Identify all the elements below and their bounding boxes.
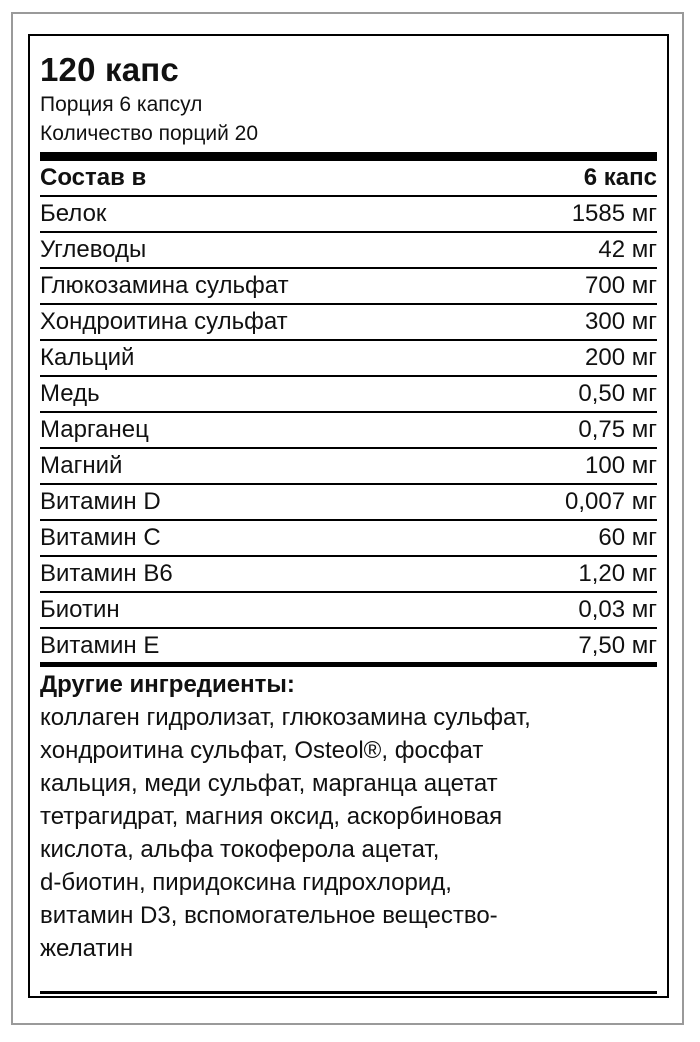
servings-per-container-line: Количество порций 20 [40, 122, 259, 145]
other-ingredients-line: тетрагидрат, магния оксид, аскорбиновая [40, 803, 503, 830]
ingredient-name: Марганец [40, 416, 149, 443]
other-ingredients-heading: Другие ингредиенты: [40, 671, 295, 698]
ingredient-name: Магний [40, 452, 123, 479]
ingredient-name: Глюкозамина сульфат [40, 272, 289, 299]
table-row [40, 557, 657, 593]
ingredient-amount: 1,20 мг [578, 560, 657, 587]
serving-size-line: Порция 6 капсул [40, 93, 203, 116]
ingredient-amount: 0,03 мг [578, 596, 657, 623]
ingredient-amount: 300 мг [585, 308, 657, 335]
thick-divider [40, 152, 657, 161]
other-ingredients-line: кислота, альфа токоферола ацетат, [40, 836, 440, 863]
ingredient-amount: 60 мг [598, 524, 657, 551]
ingredient-amount: 700 мг [585, 272, 657, 299]
ingredient-name: Витамин Е [40, 631, 160, 659]
table-row [40, 413, 657, 449]
ingredient-name: Углеводы [40, 236, 147, 263]
other-ingredients-line: коллаген гидролизат, глюкозамина сульфат, [40, 704, 531, 731]
ingredient-amount: 0,50 мг [578, 380, 657, 407]
other-ingredients-line: кальция, меди сульфат, марганца ацетат [40, 770, 498, 797]
table-row [40, 629, 657, 667]
other-ingredients-line: витамин D3, вспомогательное вещество- [40, 902, 498, 929]
table-row [40, 377, 657, 413]
table-header-row [40, 161, 657, 197]
table-row [40, 197, 657, 233]
other-ingredients-line: хондроитина сульфат, Osteol®, фосфат [40, 737, 484, 764]
ingredient-name: Витамин С [40, 524, 161, 551]
ingredient-amount: 0,75 мг [578, 416, 657, 443]
table-row [40, 341, 657, 377]
column-header-ingredient: Состав в [40, 164, 147, 191]
ingredient-name: Витамин D [40, 488, 161, 515]
table-row [40, 305, 657, 341]
ingredient-amount: 7,50 мг [578, 631, 657, 659]
table-row [40, 521, 657, 557]
ingredient-amount: 100 мг [585, 452, 657, 479]
ingredient-name: Витамин В6 [40, 560, 173, 587]
other-ingredients-line: желатин [40, 935, 134, 962]
ingredient-name: Белок [40, 200, 107, 227]
other-ingredients-line: d-биотин, пиридоксина гидрохлорид, [40, 869, 452, 896]
table-row [40, 233, 657, 269]
ingredient-amount: 200 мг [585, 344, 657, 371]
bottom-divider [40, 991, 657, 994]
column-header-amount: 6 капс [583, 164, 657, 191]
table-row [40, 449, 657, 485]
ingredient-name: Медь [40, 380, 100, 407]
ingredient-amount: 0,007 мг [565, 488, 657, 515]
package-size-title: 120 капс [40, 51, 179, 88]
table-row [40, 485, 657, 521]
ingredient-name: Кальций [40, 344, 135, 371]
supplement-facts-label [28, 34, 669, 998]
ingredient-name: Биотин [40, 596, 120, 623]
table-row [40, 269, 657, 305]
ingredient-amount: 1585 мг [571, 200, 657, 227]
ingredient-name: Хондроитина сульфат [40, 308, 288, 335]
ingredient-amount: 42 мг [598, 236, 657, 263]
table-row [40, 593, 657, 629]
other-ingredients-text [40, 701, 657, 965]
